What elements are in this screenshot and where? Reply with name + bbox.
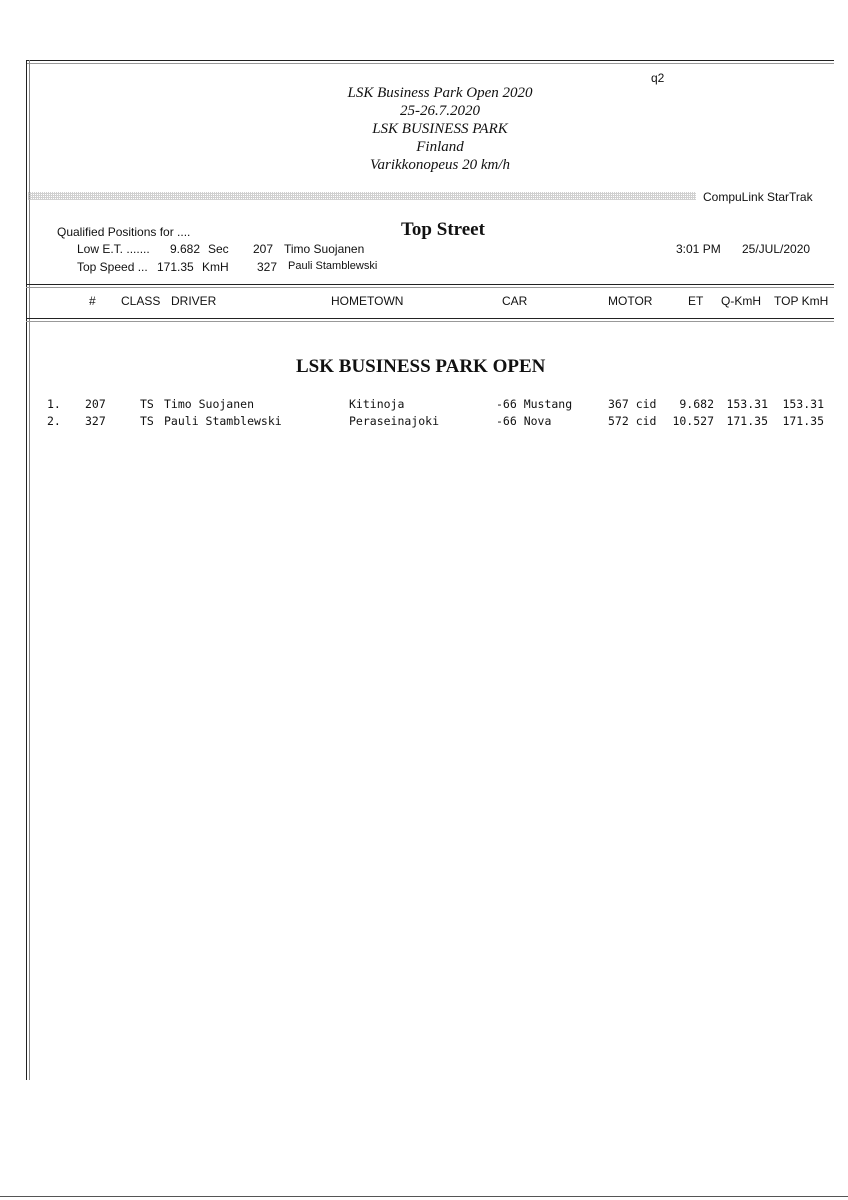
col-header-num: #	[89, 294, 96, 308]
col-header-hometown: HOMETOWN	[331, 294, 404, 308]
col-header-et: ET	[688, 294, 704, 308]
row-number: 327	[85, 414, 106, 428]
event-venue: LSK BUSINESS PARK	[372, 121, 508, 137]
bottom-border-line	[0, 1196, 848, 1197]
top-border-line-2	[26, 63, 834, 64]
system-name: CompuLink StarTrak	[703, 190, 813, 204]
row-et: 10.527	[672, 414, 714, 428]
event-name: LSK Business Park Open 2020	[347, 85, 533, 101]
report-time: 3:01 PM	[676, 242, 721, 256]
low-et-label: Low E.T. .......	[77, 242, 150, 256]
top-speed-label: Top Speed ...	[77, 260, 148, 274]
row-class: TS	[140, 397, 154, 411]
row-motor: 367 cid	[608, 397, 657, 411]
page-code: q2	[651, 71, 665, 85]
row-position: 2.	[47, 414, 61, 428]
low-et-unit: Sec	[208, 242, 229, 256]
row-driver: Pauli Stamblewski	[164, 414, 282, 428]
col-header-qkmh: Q-KmH	[721, 294, 761, 308]
row-car: -66 Nova	[496, 414, 552, 428]
row-hometown: Kitinoja	[349, 397, 405, 411]
header-line-bottom-2	[26, 321, 834, 322]
class-title: Top Street	[401, 219, 485, 240]
row-class: TS	[140, 414, 154, 428]
top-speed-number: 327	[257, 260, 278, 274]
header-line-bottom	[26, 318, 834, 319]
left-border-line	[26, 60, 27, 1080]
row-qkmh: 153.31	[726, 397, 768, 411]
top-speed-driver: Pauli Stamblewski	[288, 260, 378, 272]
row-number: 207	[85, 397, 106, 411]
row-driver: Timo Suojanen	[164, 397, 255, 411]
left-border-line-2	[29, 60, 30, 1080]
event-dates: 25-26.7.2020	[400, 103, 480, 119]
header-line-top	[26, 284, 834, 285]
row-topkmh: 171.35	[782, 414, 824, 428]
header-line-top-2	[26, 287, 834, 288]
event-header	[240, 84, 640, 174]
low-et-value: 9.682	[170, 242, 201, 256]
qualified-label: Qualified Positions for ....	[57, 225, 191, 239]
col-header-driver: DRIVER	[171, 294, 217, 308]
top-border-line	[26, 60, 834, 61]
row-qkmh: 171.35	[726, 414, 768, 428]
col-header-topkmh: TOP KmH	[774, 294, 829, 308]
row-topkmh: 153.31	[782, 397, 824, 411]
col-header-class: CLASS	[121, 294, 161, 308]
low-et-driver: Timo Suojanen	[284, 242, 365, 256]
event-country: Finland	[416, 139, 464, 155]
pit-speed: Varikkonopeus 20 km/h	[370, 157, 510, 173]
row-hometown: Peraseinajoki	[349, 414, 440, 428]
col-header-car: CAR	[502, 294, 528, 308]
top-speed-value: 171.35	[157, 260, 194, 274]
low-et-number: 207	[253, 242, 274, 256]
top-speed-unit: KmH	[202, 260, 229, 274]
row-motor: 572 cid	[608, 414, 657, 428]
row-et: 9.682	[679, 397, 714, 411]
col-header-motor: MOTOR	[608, 294, 653, 308]
dotted-separator	[28, 192, 696, 200]
row-car: -66 Mustang	[496, 397, 573, 411]
section-title: LSK BUSINESS PARK OPEN	[296, 356, 546, 377]
report-date: 25/JUL/2020	[742, 242, 811, 256]
row-position: 1.	[47, 397, 61, 411]
